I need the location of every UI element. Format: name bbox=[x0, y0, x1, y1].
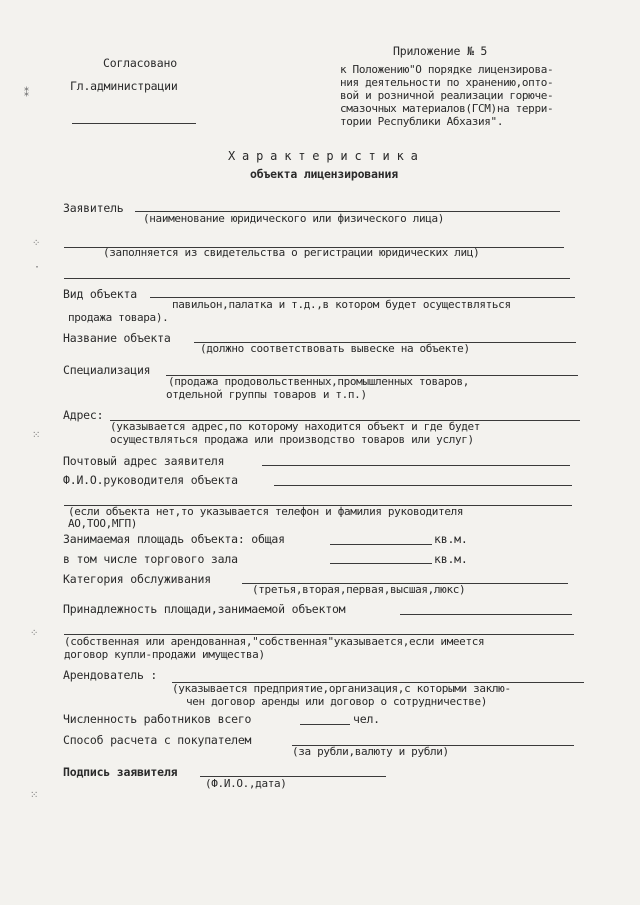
object-type-hint: продажа товара). bbox=[68, 311, 169, 324]
trade-area-unit: кв.м. bbox=[434, 552, 468, 566]
applicant-hint: (наименование юридического или физического лица) bbox=[143, 212, 445, 225]
margin-mark-icon: ⁙ bbox=[32, 430, 41, 441]
margin-mark-icon: ⁙ bbox=[30, 790, 39, 801]
address-label: Адрес: bbox=[63, 408, 104, 422]
lessor-hint: (указывается предприятие,организация,с которыми заклю- bbox=[172, 682, 511, 695]
margin-mark-icon: ⁘ bbox=[30, 628, 39, 639]
document-subtitle: объекта лицензирования bbox=[250, 167, 398, 181]
category-label: Категория обслуживания bbox=[63, 572, 211, 586]
staff-unit: чел. bbox=[353, 712, 380, 726]
margin-mark-icon: · bbox=[34, 262, 41, 273]
ownership-label: Принадлежность площади,занимаемой объектом bbox=[63, 602, 346, 616]
area-value-line bbox=[330, 544, 432, 545]
object-name-hint: (должно соответствовать вывеске на объекте) bbox=[200, 342, 470, 355]
appendix-title: Приложение № 5 bbox=[393, 44, 488, 58]
applicant-hint: (заполняется из свидетельства о регистрации юридических лиц) bbox=[103, 246, 480, 259]
manager-hint: АО,ТОО,МГП) bbox=[68, 517, 137, 530]
area-label: Занимаемая площадь объекта: общая bbox=[63, 532, 285, 546]
approved-label: Согласовано bbox=[103, 56, 177, 70]
ownership-hint: (собственная или арендованная,"собственная"указывается,если имеется bbox=[64, 635, 485, 648]
ownership-hint: договор купли-продажи имущества) bbox=[64, 648, 265, 661]
postal-address-label: Почтовый адрес заявителя bbox=[63, 454, 225, 468]
payment-label: Способ расчета с покупателем bbox=[63, 733, 252, 747]
specialization-hint: отдельной группы товаров и т.п.) bbox=[166, 388, 367, 401]
trade-area-label: в том числе торгового зала bbox=[63, 552, 238, 566]
manager-line bbox=[274, 485, 572, 486]
staff-value-line bbox=[300, 724, 350, 725]
applicant-line bbox=[64, 278, 570, 279]
appendix-line: к Положению"О порядке лицензирова- bbox=[340, 63, 554, 76]
trade-area-value-line bbox=[330, 563, 432, 564]
specialization-label: Специализация bbox=[63, 363, 151, 377]
margin-mark-icon: ⁑ bbox=[24, 88, 29, 99]
ownership-line bbox=[400, 614, 572, 615]
margin-mark-icon: ⁘ bbox=[32, 238, 41, 249]
document-title: Х а р а к т е р и с т и к а bbox=[228, 149, 418, 163]
lessor-label: Арендователь : bbox=[63, 668, 158, 682]
signature-label: Подпись заявителя bbox=[63, 765, 178, 779]
object-type-hint: павильон,палатка и т.д.,в котором будет осуществляться bbox=[172, 298, 511, 311]
appendix-line: смазочных материалов(ГСМ)на терри- bbox=[340, 102, 554, 115]
address-hint: (указывается адрес,по которому находится объект и где будет bbox=[110, 420, 481, 433]
payment-hint: (за рубли,валюту и рубли) bbox=[292, 745, 449, 758]
applicant-label: Заявитель bbox=[63, 201, 124, 215]
object-name-label: Название объекта bbox=[63, 331, 171, 345]
manager-hint: (если объекта нет,то указывается телефон и фамилия руководителя bbox=[68, 505, 464, 518]
address-hint: осуществляться продажа или производство товаров или услуг) bbox=[110, 433, 474, 446]
signature-hint: (Ф.И.О.,дата) bbox=[205, 777, 287, 790]
specialization-hint: (продажа продовольственных,промышленных товаров, bbox=[168, 375, 470, 388]
approval-signature-line bbox=[72, 123, 196, 124]
area-unit: кв.м. bbox=[434, 532, 468, 546]
object-type-label: Вид объекта bbox=[63, 287, 137, 301]
manager-label: Ф.И.О.руководителя объекта bbox=[63, 473, 238, 487]
postal-address-line bbox=[262, 465, 570, 466]
lessor-hint: чен договор аренды или договор о сотрудничестве) bbox=[186, 695, 488, 708]
staff-label: Численность работников всего bbox=[63, 712, 252, 726]
appendix-line: вой и розничной реализации горюче- bbox=[340, 89, 554, 102]
administration-label: Гл.администрации bbox=[70, 79, 178, 93]
appendix-line: тории Республики Абхазия". bbox=[340, 115, 504, 128]
category-hint: (третья,вторая,первая,высшая,люкс) bbox=[252, 583, 466, 596]
appendix-line: ния деятельности по хранению,опто- bbox=[340, 76, 554, 89]
